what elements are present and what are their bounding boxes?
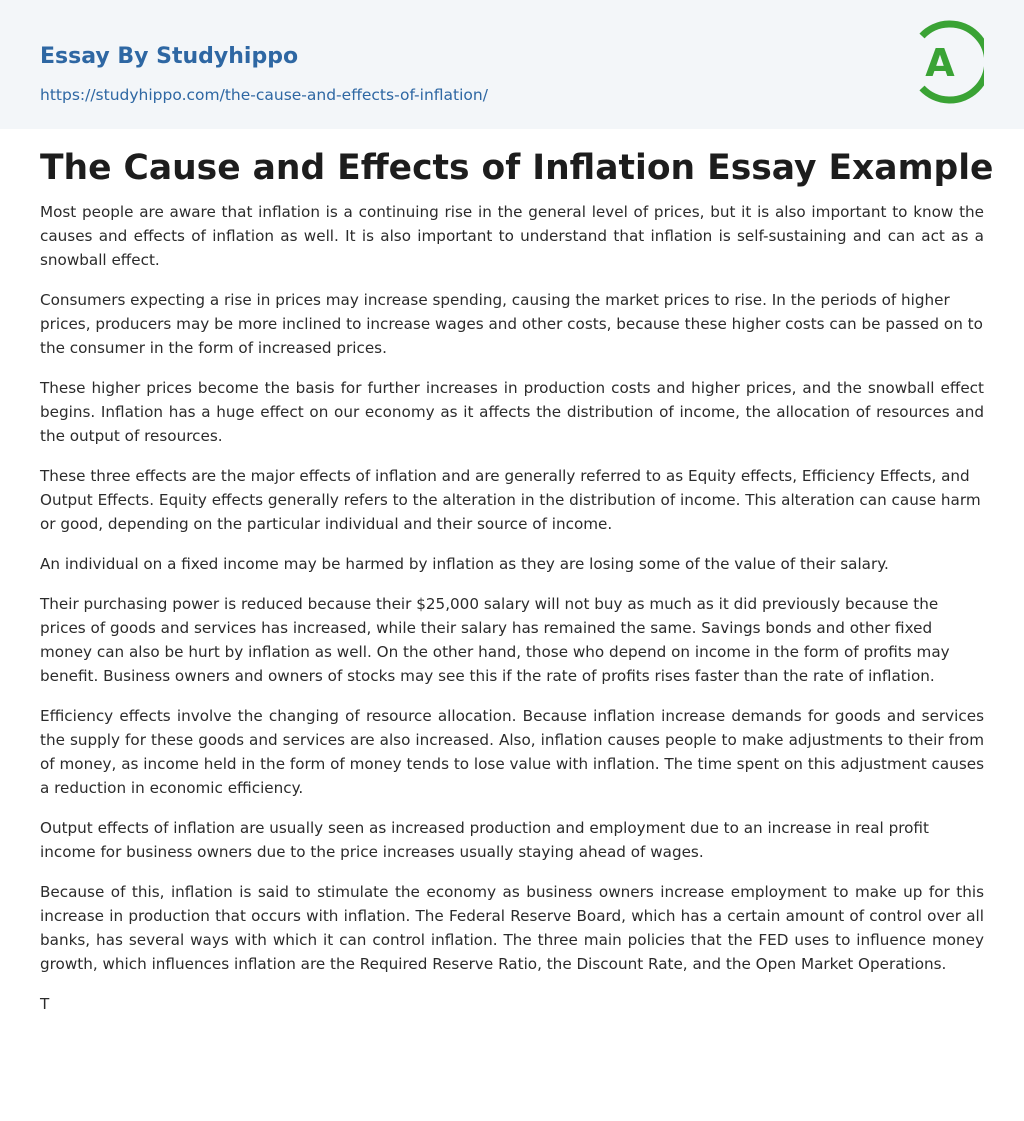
studyhippo-logo-icon[interactable]: [914, 20, 984, 104]
site-brand[interactable]: Essay By Studyhippo: [40, 44, 299, 69]
source-url-link[interactable]: https://studyhippo.com/the-cause-and-effects-of-inflation/: [40, 86, 488, 104]
essay-paragraph: Efficiency effects involve the changing of resource allocation. Because inflation increase demands for goods and services the supply for these goods and services are also increased. Also, inflation causes people to make adjustments to their from of money, as income held in the form of money tends to lose value with inflation. The time spent on this adjustment causes a reduction in economic efficiency.: [40, 707, 984, 797]
essay-paragraph: These higher prices become the basis for further increases in production costs and higher prices, and the snowball effect begins. Inflation has a huge effect on our economy as it affects the distribution of income, the allocation of resources and the output of resources.: [40, 379, 984, 445]
essay-paragraph: Their purchasing power is reduced because their $25,000 salary will not buy as much as it did previously because the prices of goods and services has increased, while their salary has remained the same. Savings bonds and other fixed money can also be hurt by inflation as well. On the other hand, those who depend on income in the form of profits may benefit. Business owners and owners of stocks may see this if the rate of profits rises faster than the rate of inflation.: [40, 595, 950, 685]
essay-paragraph: Consumers expecting a rise in prices may increase spending, causing the market prices to rise. In the periods of higher prices, producers may be more inclined to increase wages and other costs, because these higher costs can be passed on to the consumer in the form of increased prices.: [40, 291, 983, 357]
essay-paragraph: Most people are aware that inflation is a continuing rise in the general level of prices, but it is also important to know the causes and effects of inflation as well. It is also important to understand that inflation is self-sustaining and can act as a snowball effect.: [40, 203, 984, 269]
site-header: [0, 0, 1024, 129]
essay-paragraph-truncated: T: [40, 995, 50, 1013]
essay-body: [40, 200, 984, 1032]
page-title: The Cause and Effects of Inflation Essay Example: [40, 148, 994, 188]
essay-paragraph: Output effects of inflation are usually seen as increased production and employment due to an increase in real profit income for business owners due to the price increases usually staying ahead of wages.: [40, 819, 929, 861]
logo-letter: A: [925, 41, 955, 85]
essay-paragraph: Because of this, inflation is said to stimulate the economy as business owners increase employment to make up for this increase in production that occurs with inflation. The Federal Reserve Board, which has a certain amount of control over all banks, has several ways with which it can control inflation. The three main policies that the FED uses to influence money growth, which influences inflation are the Required Reserve Ratio, the Discount Rate, and the Open Market Operations.: [40, 883, 984, 973]
essay-paragraph: These three effects are the major effects of inflation and are generally referred to as Equity effects, Efficiency Effects, and Output Effects. Equity effects generally refers to the alteration in the distribution of income. This alteration can cause harm or good, depending on the particular individual and their source of income.: [40, 467, 981, 533]
essay-paragraph: An individual on a fixed income may be harmed by inflation as they are losing some of the value of their salary.: [40, 555, 889, 573]
